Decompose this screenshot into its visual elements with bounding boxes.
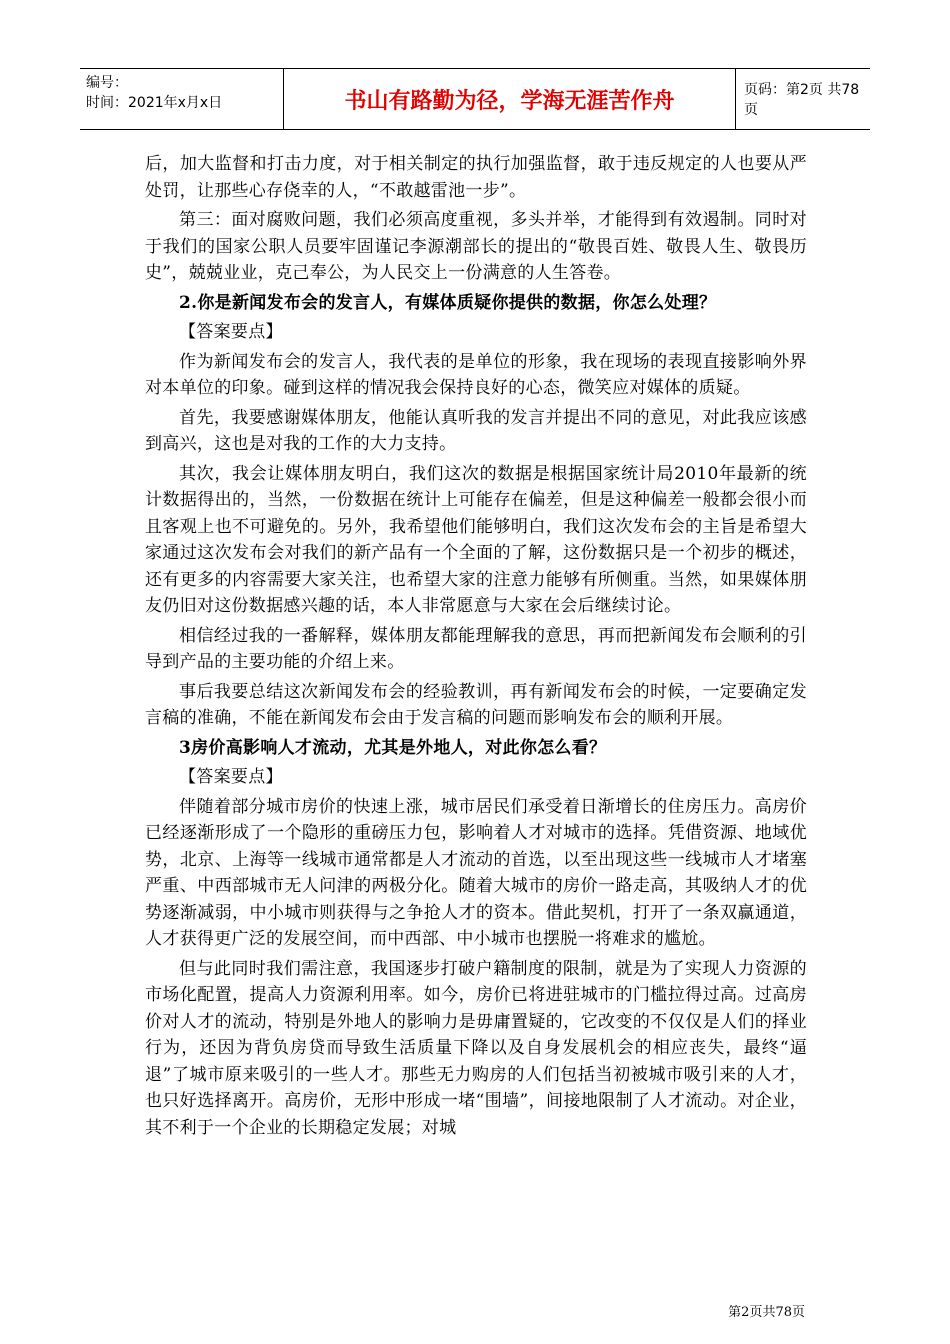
header-page-cell bbox=[736, 69, 870, 129]
number-label: 编号： bbox=[86, 75, 128, 91]
body-paragraph: 首先，我要感谢媒体朋友，他能认真听我的发言并提出不同的意见，对此我应该感到高兴，这也是对我的工作的大力支持。 bbox=[145, 407, 807, 454]
body-paragraph: 第三：面对腐败问题，我们必须高度重视，多头并举，才能得到有效遏制。同时对于我们的国家公职人员要牢固谨记李源潮部长的提出的“敬畏百姓、敬畏人生、敬畏历史”，兢兢业业，克己奉公，为人民交上一份满意的人生答卷。 bbox=[145, 210, 807, 283]
question-heading: 3房价高影响人才流动，尤其是外地人，对此你怎么看？ bbox=[179, 737, 607, 758]
body-paragraph: 相信经过我的一番解释，媒体朋友都能理解我的意思，再而把新闻发布会顺利的引导到产品的主要功能的介绍上来。 bbox=[145, 625, 807, 672]
question-heading: 2.你是新闻发布会的发言人，有媒体质疑你提供的数据，你怎么处理？ bbox=[179, 292, 717, 313]
body-paragraph: 但与此同时我们需注意，我国逐步打破户籍制度的限制，就是为了实现人力资源的市场化配置，提高人力资源利用率。如今，房价已将进驻城市的门槛拉得过高。过高房价对人才的流动，特别是外地人的影响力是毋庸置疑的，它改变的不仅仅是人们的择业行为，还因为背负房贷而导致生活质量下降以及自身发展机会的相应丧失，最终“逼退”了城市原来吸引的一些人才。那些无力购房的人们包括当初被城市吸引来的人才，也只好选择离开。高房价，无形中形成一堵“围墙”，间接地限制了人才流动。对企业，其不利于一个企业的长期稳定发展；对城 bbox=[145, 958, 807, 1138]
page-footer bbox=[728, 1301, 805, 1320]
body-paragraph: 事后我要总结这次新闻发布会的经验教训，再有新闻发布会的时候，一定要确定发言稿的准确，不能在新闻发布会由于发言稿的问题而影响发布会的顺利开展。 bbox=[145, 681, 807, 728]
body-paragraph: 【答案要点】 bbox=[179, 767, 283, 787]
body-paragraph: 作为新闻发布会的发言人，我代表的是单位的形象，我在现场的表现直接影响外界对本单位的印象。碰到这样的情况我会保持良好的心态，微笑应对媒体的质疑。 bbox=[145, 351, 807, 398]
footer-page-number: 第2页共78页 bbox=[728, 1305, 805, 1320]
document-body bbox=[145, 151, 807, 1144]
body-paragraph: 【答案要点】 bbox=[179, 322, 283, 342]
page-info: 页码：第2页 共78页 bbox=[744, 82, 860, 118]
body-paragraph: 后，加大监督和打击力度，对于相关制定的执行加强监督，敢于违反规定的人也要从严处罚，让那些心存侥幸的人，“不敢越雷池一步”。 bbox=[145, 154, 807, 201]
header-left-cell bbox=[80, 69, 283, 129]
time-label: 时间：2021年x月x日 bbox=[86, 95, 223, 111]
header-motto-cell bbox=[283, 69, 736, 129]
motto-text: 书山有路勤为径，学海无涯苦作舟 bbox=[344, 88, 675, 114]
page-header bbox=[80, 68, 870, 130]
body-paragraph: 伴随着部分城市房价的快速上涨，城市居民们承受着日渐增长的住房压力。高房价已经逐渐形成了一个隐形的重磅压力包，影响着人才对城市的选择。凭借资源、地域优势，北京、上海等一线城市通常都是人才流动的首选，以至出现这些一线城市人才堵塞严重、中西部城市无人问津的两极分化。随着大城市的房价一路走高，其吸纳人才的优势逐渐减弱，中小城市则获得与之争抢人才的资本。借此契机，打开了一条双赢通道，人才获得更广泛的发展空间，而中西部、中小城市也摆脱一将难求的尴尬。 bbox=[145, 796, 807, 949]
body-paragraph: 其次，我会让媒体朋友明白，我们这次的数据是根据国家统计局2010年最新的统计数据得出的，当然，一份数据在统计上可能存在偏差，但是这种偏差一般都会很小而且客观上也不可避免的。另外，我希望他们能够明白，我们这次发布会的主旨是希望大家通过这次发布会对我们的新产品有一个全面的了解，这份数据只是一个初步的概述，还有更多的内容需要大家关注，也希望大家的注意力能够有所侧重。当然，如果媒体朋友仍旧对这份数据感兴趣的话，本人非常愿意与大家在会后继续讨论。 bbox=[145, 463, 807, 616]
